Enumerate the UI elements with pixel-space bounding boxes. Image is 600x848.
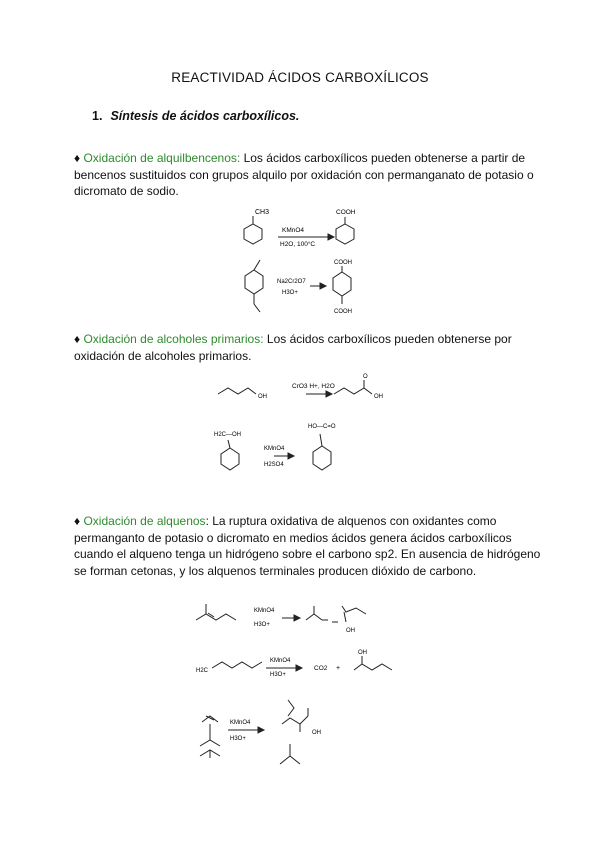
benzene-ring bbox=[244, 224, 262, 244]
scheme-cyclic-alkene bbox=[196, 694, 346, 774]
condition-label: H3O+ bbox=[230, 736, 246, 742]
text-alkylbenzenes: Los ácidos carboxílicos pueden obtenerse a partir de bencenos sustituidos con grupos alquilo por oxidación con permanganato de potasio o dicromato de sodio. bbox=[74, 151, 534, 198]
bullet: ♦ bbox=[74, 514, 81, 528]
text-alkenes: : La ruptura oxidativa de alquenos con oxidantes como permanganto de potasio o dicromato en medios ácidos genera ácidos carboxílicos cuando el alqueno tenga un hidrógeno sobre el carbono sp2. En ausencia de hidrógeno se forman cetonas, y los alquenos terminales producen dióxido de carbono. bbox=[74, 514, 541, 578]
paragraph-primary-alcohols bbox=[74, 331, 544, 364]
reagent-label: KMnO4 bbox=[270, 658, 291, 664]
reagent-label: KMnO4 bbox=[230, 720, 251, 726]
scheme-butanol-oxidation bbox=[216, 372, 396, 406]
reagent-label: KMnO4 bbox=[282, 227, 305, 234]
reagent-label: KMnO4 bbox=[254, 608, 275, 614]
plus-sign: + bbox=[336, 665, 341, 672]
bullet: ♦ bbox=[74, 151, 81, 165]
oh-label: OH bbox=[258, 394, 267, 400]
cooh-label: COOH bbox=[336, 209, 356, 216]
cooh-top-label: COOH bbox=[334, 260, 352, 266]
acid-oh-label: OH bbox=[374, 394, 383, 400]
text-primary-alcohols: Los ácidos carboxílicos pueden obtenerse por oxidación de alcoholes primarios. bbox=[74, 332, 512, 363]
carboxyl-label: HO—C=O bbox=[308, 424, 336, 430]
condition-label: H3O+ bbox=[254, 622, 270, 628]
term-alkylbenzenes: Oxidación de alquilbencenos: bbox=[83, 151, 241, 165]
scheme-cyclohexylmethanol-oxidation bbox=[212, 420, 362, 474]
term-primary-alcohols: Oxidación de alcoholes primarios: bbox=[83, 332, 264, 346]
term-alkenes: Oxidación de alquenos bbox=[83, 514, 206, 528]
reagent-label: Na2Cr2O7 bbox=[277, 279, 306, 285]
methylene-label: H2C bbox=[196, 668, 209, 674]
section-title: Síntesis de ácidos carboxílicos. bbox=[110, 109, 300, 123]
scheme-toluene-oxidation bbox=[232, 204, 372, 254]
oh-label: OH bbox=[358, 650, 367, 656]
reagent-label: KMnO4 bbox=[264, 446, 285, 452]
methyl-label: CH3 bbox=[255, 209, 270, 216]
reagent-label: CrO3 H+, H2O bbox=[292, 383, 335, 390]
paragraph-alkylbenzenes bbox=[74, 150, 544, 200]
bullet: ♦ bbox=[74, 332, 81, 346]
scheme-trisubstituted-alkene bbox=[194, 598, 394, 638]
oh-label: OH bbox=[346, 628, 355, 634]
carbonyl-o-label: O bbox=[363, 374, 368, 380]
cooh-bottom-label: COOH bbox=[334, 309, 352, 315]
co2-label: CO2 bbox=[314, 665, 328, 672]
section-heading bbox=[92, 109, 299, 123]
condition-label: H2O, 100°C bbox=[280, 241, 316, 248]
oh-label: OH bbox=[312, 730, 321, 736]
paragraph-alkenes bbox=[74, 513, 544, 579]
page-title: REACTIVIDAD ÁCIDOS CARBOXÍLICOS bbox=[171, 70, 429, 85]
scheme-xylene-oxidation bbox=[230, 258, 370, 320]
section-number: 1. bbox=[92, 109, 103, 123]
condition-label: H3O+ bbox=[270, 672, 286, 678]
scheme-terminal-alkene bbox=[196, 648, 426, 684]
condition-label: H2SO4 bbox=[264, 462, 284, 468]
hydroxymethyl-label: H2C—OH bbox=[214, 432, 242, 438]
condition-label: H3O+ bbox=[282, 290, 298, 296]
